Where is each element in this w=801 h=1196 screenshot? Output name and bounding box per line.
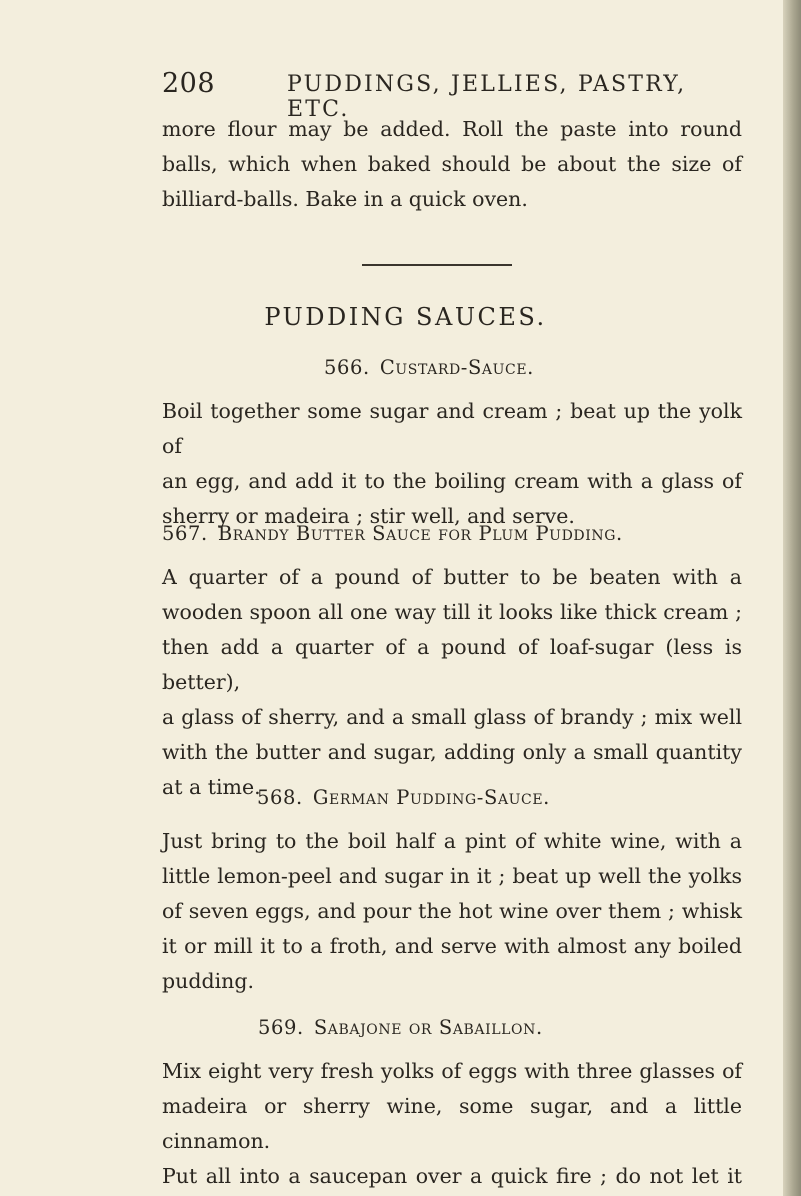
text-line: sherry or madeira ; stir well, and serve. <box>162 504 575 528</box>
text-line: billiard-balls. Bake in a quick oven. <box>162 187 528 211</box>
text-line: pudding. <box>162 969 254 993</box>
recipe-number: 568. <box>257 786 303 809</box>
text-line: little lemon-peel and sugar in it ; beat up well the yolks <box>162 864 742 888</box>
text-line: A quarter of a pound of butter to be beaten with a <box>162 565 742 589</box>
recipe-body-569 <box>162 1054 742 1194</box>
recipe-heading-569 <box>258 1016 543 1039</box>
text-line: a glass of sherry, and a small glass of brandy ; mix well <box>162 705 742 729</box>
recipe-number: 567. <box>162 522 208 545</box>
running-head: PUDDINGS, JELLIES, PASTRY, ETC. <box>287 72 687 122</box>
section-title: PUDDING SAUCES. <box>264 303 547 331</box>
text-line: Put all into a saucepan over a quick fire ; do not let it <box>162 1164 742 1188</box>
text-line: of seven eggs, and pour the hot wine over them ; whisk <box>162 899 742 923</box>
text-line: then add a quarter of a pound of loaf-sugar (less is better), <box>162 635 742 694</box>
recipe-title: Custard-Sauce. <box>379 356 534 379</box>
recipe-number: 566. <box>324 356 370 379</box>
text-line: madeira or sherry wine, some sugar, and a little cinnamon. <box>162 1094 742 1153</box>
recipe-body-567 <box>162 560 742 805</box>
recipe-heading-568 <box>257 786 550 809</box>
text-line: at a time. <box>162 775 261 799</box>
text-line: more flour may be added. Roll the paste into round <box>162 117 742 141</box>
intro-paragraph <box>162 112 742 217</box>
recipe-title: Sabajone or Sabaillon. <box>313 1016 543 1039</box>
text-line: Mix eight very fresh yolks of eggs with three glasses of <box>162 1059 742 1083</box>
text-line: an egg, and add it to the boiling cream with a glass of <box>162 469 742 493</box>
section-divider <box>362 264 512 266</box>
text-line: balls, which when baked should be about the size of <box>162 152 742 176</box>
recipe-number: 569. <box>258 1016 304 1039</box>
text-line: with the butter and sugar, adding only a small quantity <box>162 740 742 764</box>
text-line: wooden spoon all one way till it looks like thick cream ; <box>162 600 742 624</box>
recipe-body-566 <box>162 394 742 534</box>
page-edge <box>783 0 801 1196</box>
page-number: 208 <box>162 68 216 99</box>
recipe-body-568 <box>162 824 742 999</box>
recipe-title: Brandy Butter Sauce for Plum Pudding. <box>217 522 623 545</box>
text-line: it or mill it to a froth, and serve with almost any boiled <box>162 934 742 958</box>
recipe-heading-567 <box>162 522 623 545</box>
recipe-title: German Pudding-Sauce. <box>312 786 550 809</box>
text-line: Boil together some sugar and cream ; beat up the yolk of <box>162 399 742 458</box>
recipe-heading-566 <box>324 356 534 379</box>
text-line: Just bring to the boil half a pint of white wine, with a <box>162 829 742 853</box>
page-header <box>162 68 721 122</box>
